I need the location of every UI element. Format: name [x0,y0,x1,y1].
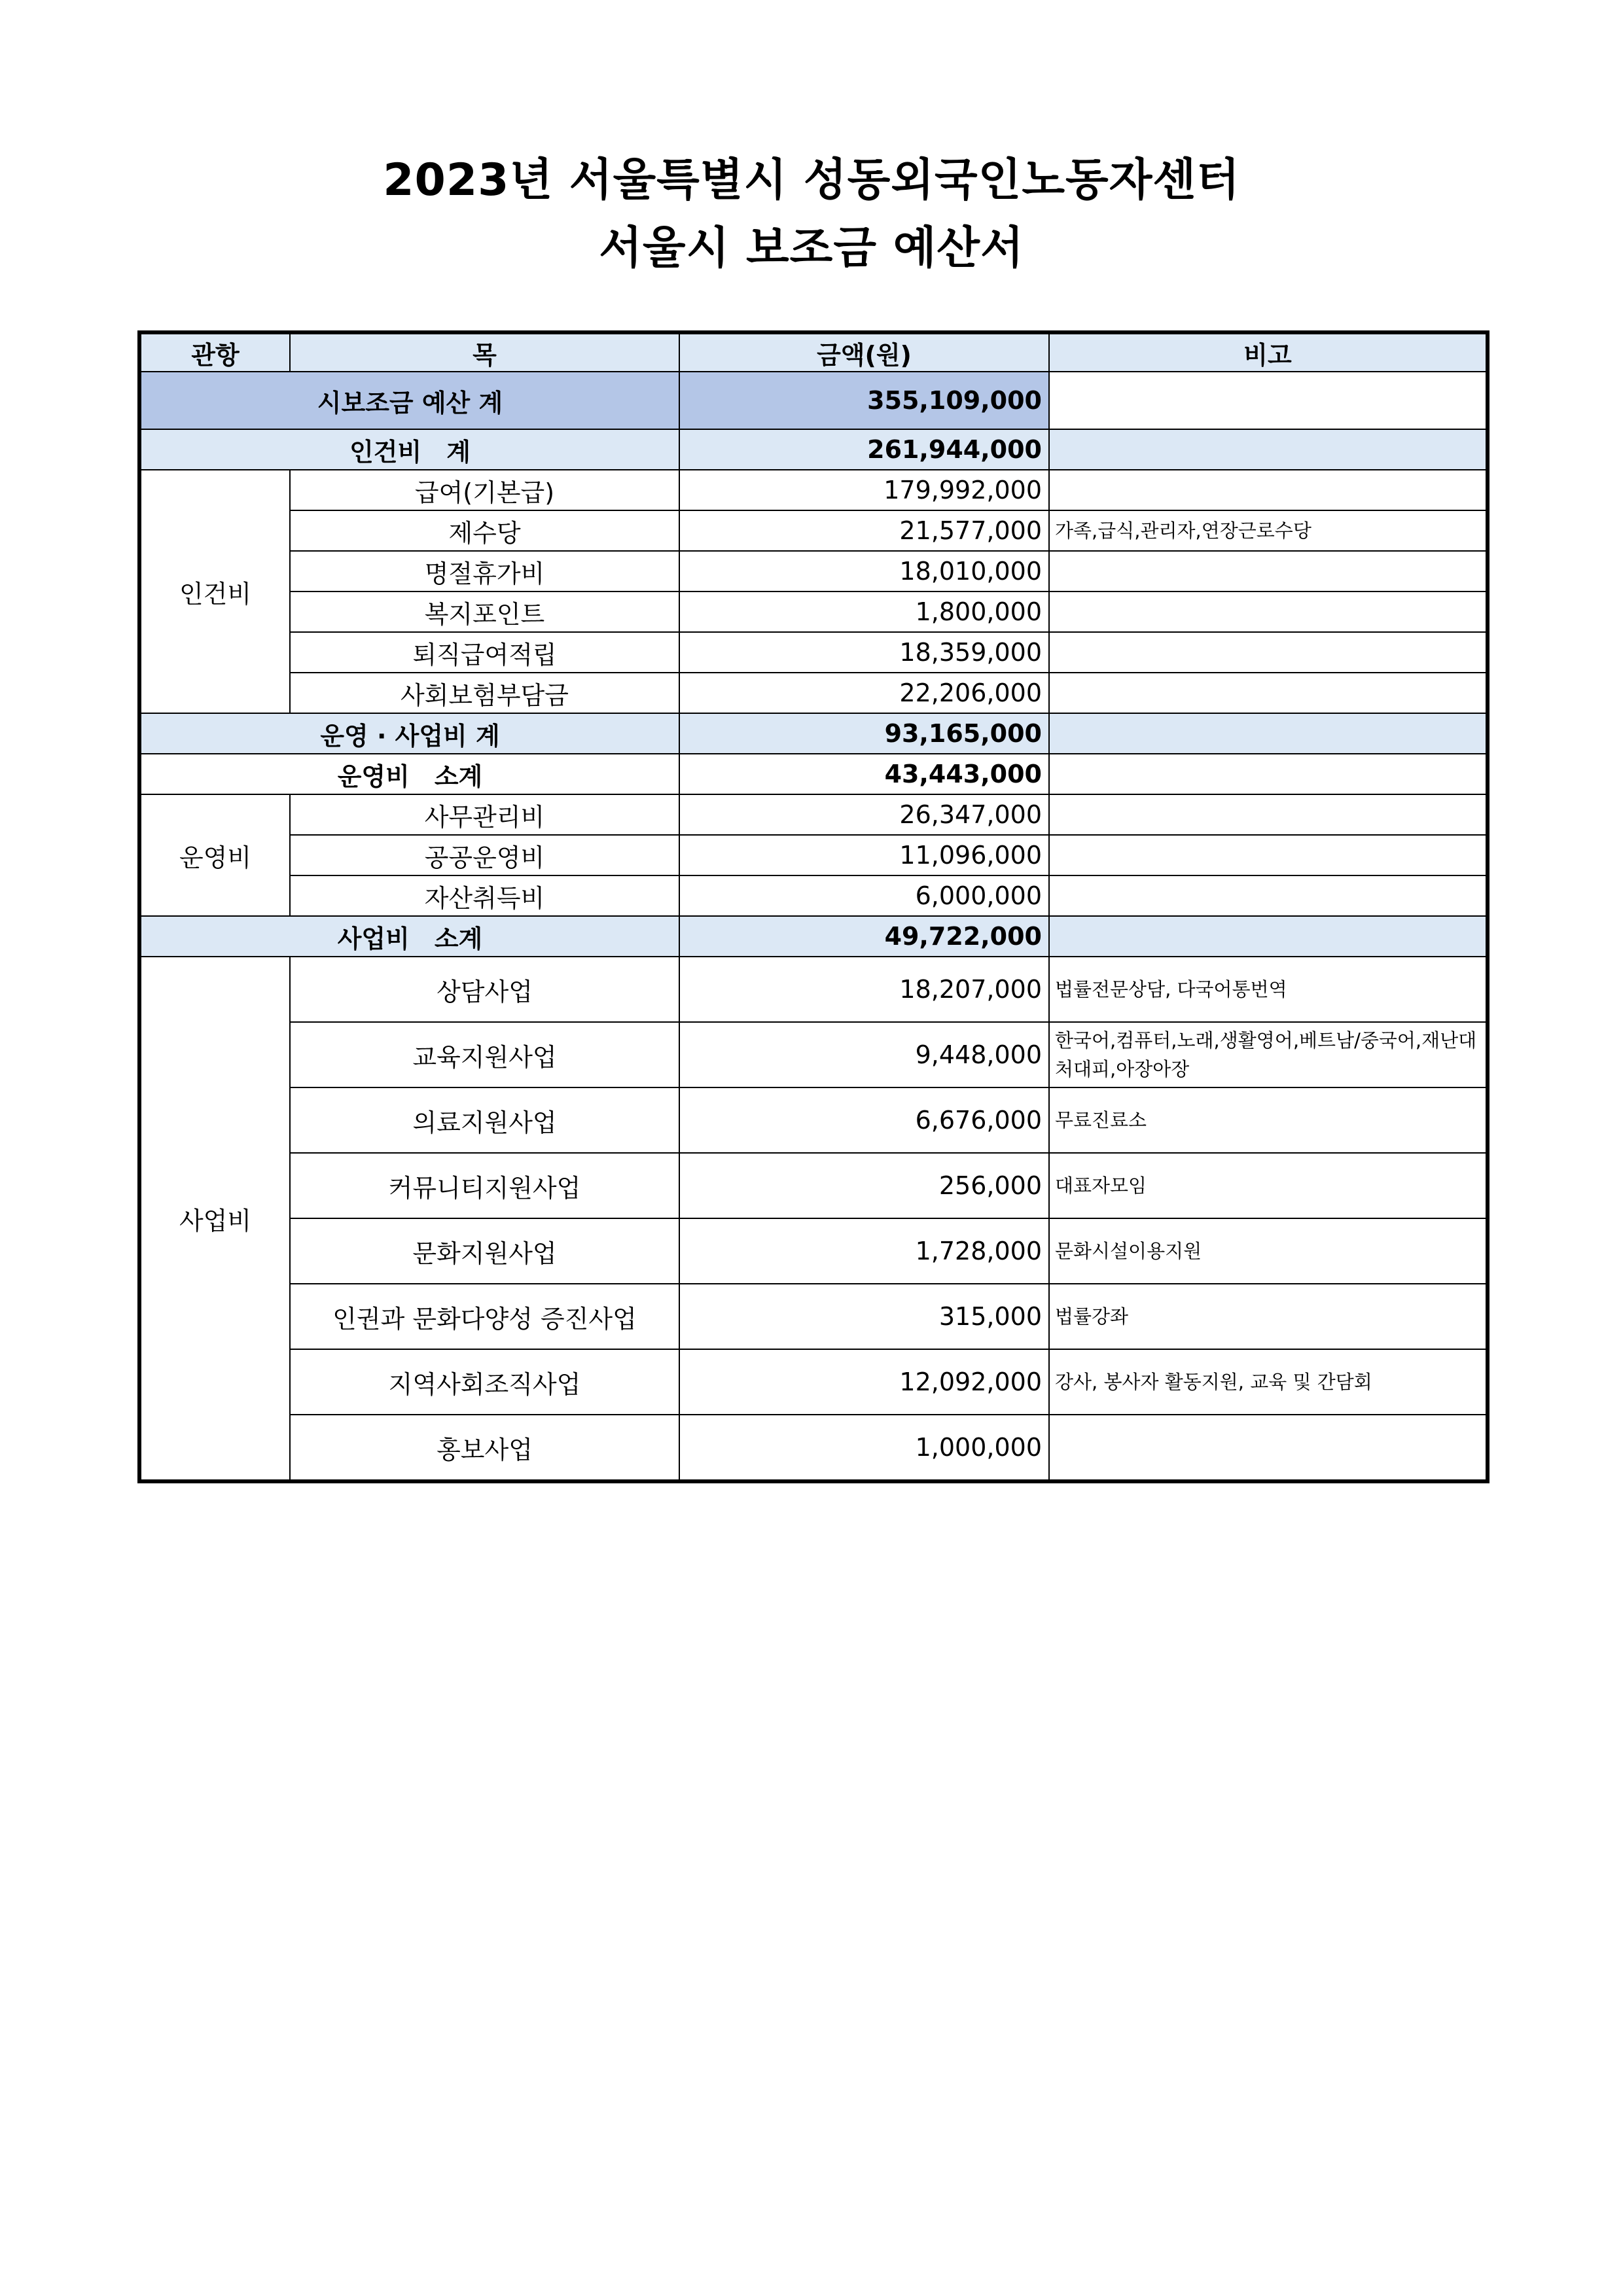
item-name: 홍보사업 [290,1415,679,1481]
item-note: 문화시설이용지원 [1049,1218,1488,1284]
biz-subtotal-amount: 49,722,000 [679,916,1049,957]
budget-table [137,330,1489,1483]
item-note: 대표자모임 [1049,1153,1488,1218]
ops-biz-total-row [139,713,1488,754]
biz-subtotal-note [1049,916,1488,957]
item-amount: 1,000,000 [679,1415,1049,1481]
table-row [139,794,1488,835]
item-name: 교육지원사업 [290,1022,679,1087]
table-row [139,1087,1488,1153]
item-amount: 315,000 [679,1284,1049,1349]
biz-subtotal-label: 사업비 소계 [139,916,679,957]
item-name: 급여(기본급) [290,470,679,510]
item-note: 한국어,컴퓨터,노래,생활영어,베트남/중국어,재난대처대피,아장아장 [1049,1022,1488,1087]
item-note: 법률강좌 [1049,1284,1488,1349]
item-note [1049,875,1488,916]
table-row [139,632,1488,673]
item-note: 법률전문상담, 다국어통번역 [1049,957,1488,1022]
table-row [139,1415,1488,1481]
table-row [139,673,1488,713]
item-name: 퇴직급여적립 [290,632,679,673]
item-note [1049,794,1488,835]
personnel-total-row [139,429,1488,470]
item-note [1049,835,1488,875]
ops-biz-total-amount: 93,165,000 [679,713,1049,754]
item-name: 공공운영비 [290,835,679,875]
item-name: 복지포인트 [290,592,679,632]
personnel-total-note [1049,429,1488,470]
item-note: 무료진료소 [1049,1087,1488,1153]
item-name: 사회보험부담금 [290,673,679,713]
grand-total-label: 시보조금 예산 계 [139,372,679,429]
item-note [1049,1415,1488,1481]
item-name: 문화지원사업 [290,1218,679,1284]
item-amount: 18,010,000 [679,551,1049,592]
item-name: 인권과 문화다양성 증진사업 [290,1284,679,1349]
item-note [1049,592,1488,632]
header-note: 비고 [1049,332,1488,372]
ops-subtotal-row [139,754,1488,794]
table-row [139,551,1488,592]
item-amount: 18,207,000 [679,957,1049,1022]
item-amount: 9,448,000 [679,1022,1049,1087]
ops-subtotal-label: 운영비 소계 [139,754,679,794]
table-row [139,1022,1488,1087]
header-item: 목 [290,332,679,372]
item-note: 가족,급식,관리자,연장근로수당 [1049,510,1488,551]
category-personnel: 인건비 [139,470,290,713]
item-name: 의료지원사업 [290,1087,679,1153]
item-amount: 1,728,000 [679,1218,1049,1284]
item-name: 제수당 [290,510,679,551]
item-name: 지역사회조직사업 [290,1349,679,1415]
item-amount: 12,092,000 [679,1349,1049,1415]
biz-subtotal-row [139,916,1488,957]
grand-total-amount: 355,109,000 [679,372,1049,429]
table-row [139,592,1488,632]
item-note [1049,632,1488,673]
personnel-total-label: 인건비 계 [139,429,679,470]
item-name: 자산취득비 [290,875,679,916]
item-note [1049,673,1488,713]
item-amount: 1,800,000 [679,592,1049,632]
ops-subtotal-amount: 43,443,000 [679,754,1049,794]
table-row [139,1284,1488,1349]
category-business: 사업비 [139,957,290,1481]
item-name: 사무관리비 [290,794,679,835]
table-row [139,1153,1488,1218]
item-amount: 18,359,000 [679,632,1049,673]
item-amount: 6,676,000 [679,1087,1049,1153]
item-amount: 6,000,000 [679,875,1049,916]
document-title-line2: 서울시 보조금 예산서 [599,222,1024,274]
item-amount: 22,206,000 [679,673,1049,713]
ops-biz-total-note [1049,713,1488,754]
item-name: 상담사업 [290,957,679,1022]
table-row [139,1349,1488,1415]
item-note [1049,470,1488,510]
category-operations: 운영비 [139,794,290,916]
ops-biz-total-label: 운영 · 사업비 계 [139,713,679,754]
ops-subtotal-note [1049,754,1488,794]
item-amount: 11,096,000 [679,835,1049,875]
item-name: 명절휴가비 [290,551,679,592]
item-amount: 179,992,000 [679,470,1049,510]
header-row [139,332,1488,372]
item-amount: 21,577,000 [679,510,1049,551]
item-note: 강사, 봉사자 활동지원, 교육 및 간담회 [1049,1349,1488,1415]
table-row [139,470,1488,510]
header-category: 관항 [139,332,290,372]
grand-total-row [139,372,1488,429]
table-row [139,957,1488,1022]
table-row [139,510,1488,551]
grand-total-note [1049,372,1488,429]
item-note [1049,551,1488,592]
item-amount: 26,347,000 [679,794,1049,835]
table-row [139,875,1488,916]
personnel-total-amount: 261,944,000 [679,429,1049,470]
document-title-line1: 2023년 서울특별시 성동외국인노동자센터 [383,154,1240,206]
item-amount: 256,000 [679,1153,1049,1218]
table-row [139,1218,1488,1284]
item-name: 커뮤니티지원사업 [290,1153,679,1218]
table-row [139,835,1488,875]
header-amount: 금액(원) [679,332,1049,372]
